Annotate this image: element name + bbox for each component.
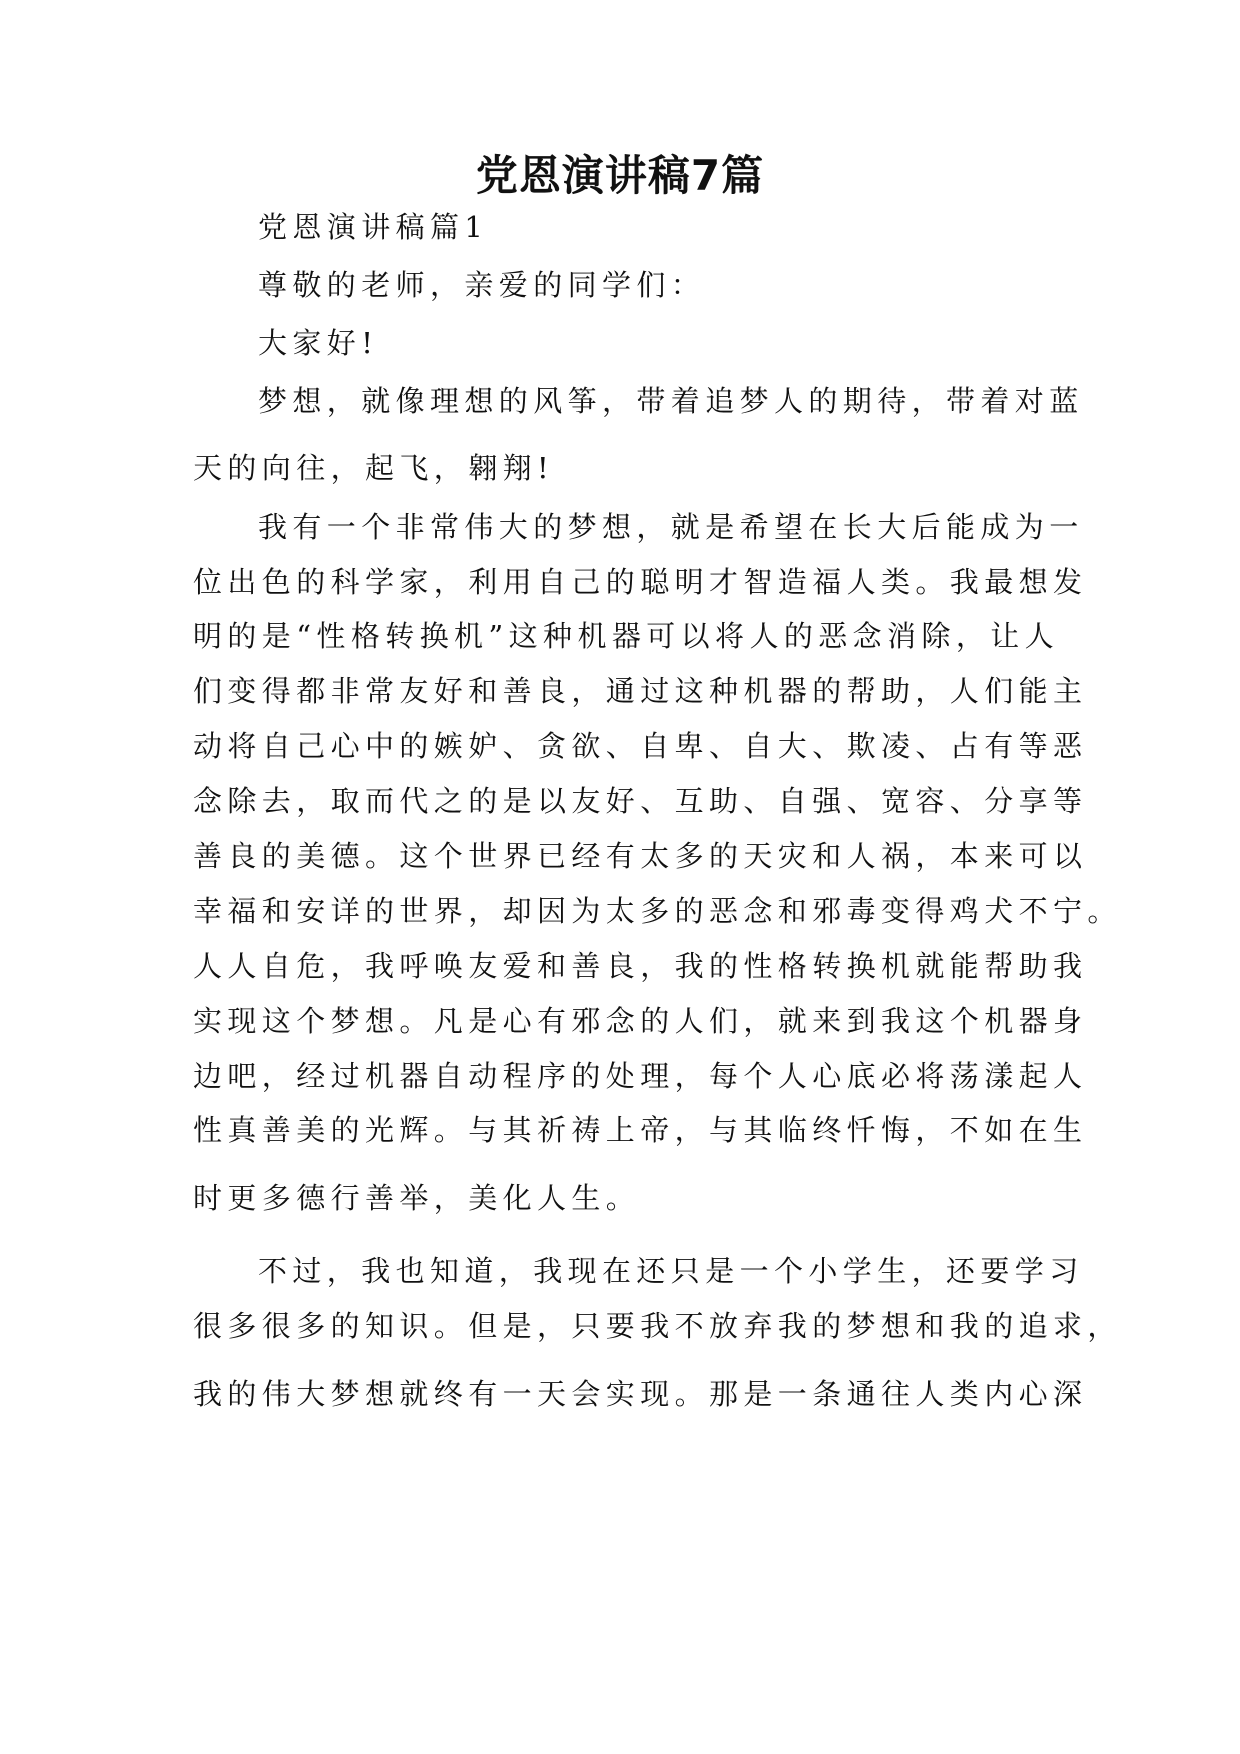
text-line: 们变得都非常友好和善良，通过这种机器的帮助，人们能主: [193, 674, 1088, 708]
text-line: 人人自危，我呼唤友爱和善良，我的性格转换机就能帮助我: [193, 949, 1088, 983]
text-line: 动将自己心中的嫉妒、贪欲、自卑、自大、欺凌、占有等恶: [193, 729, 1088, 763]
text-line: 天的向往，起飞，翱翔!: [193, 451, 555, 485]
text-line: 边吧，经过机器自动程序的处理，每个人心底必将荡漾起人: [193, 1059, 1088, 1093]
text-line: 时更多德行善举，美化人生。: [193, 1181, 641, 1215]
text-line: 不过，我也知道，我现在还只是一个小学生，还要学习: [258, 1254, 1084, 1288]
document-title: 党恩演讲稿7篇: [475, 151, 765, 200]
text-line: 性真善美的光辉。与其祈祷上帝，与其临终忏悔，不如在生: [193, 1113, 1088, 1147]
text-line: 党恩演讲稿篇1: [258, 210, 489, 244]
text-line: 明的是“性格转换机”这种机器可以将人的恶念消除，让人: [193, 619, 1060, 653]
text-line: 大家好!: [258, 326, 379, 360]
text-line: 梦想，就像理想的风筝，带着追梦人的期待，带着对蓝: [258, 384, 1084, 418]
text-line: 很多很多的知识。但是，只要我不放弃我的梦想和我的追求，: [193, 1309, 1122, 1343]
text-line: 位出色的科学家，利用自己的聪明才智造福人类。我最想发: [193, 565, 1088, 599]
text-line: 念除去，取而代之的是以友好、互助、自强、宽容、分享等: [193, 784, 1088, 818]
text-line: 幸福和安详的世界，却因为太多的恶念和邪毒变得鸡犬不宁。: [193, 894, 1122, 928]
text-line: 我有一个非常伟大的梦想，就是希望在长大后能成为一: [258, 510, 1084, 544]
text-line: 尊敬的老师，亲爱的同学们：: [258, 268, 706, 302]
text-line: 实现这个梦想。凡是心有邪念的人们，就来到我这个机器身: [193, 1004, 1088, 1038]
text-line: 我的伟大梦想就终有一天会实现。那是一条通往人类内心深: [193, 1377, 1088, 1411]
text-line: 善良的美德。这个世界已经有太多的天灾和人祸，本来可以: [193, 839, 1088, 873]
